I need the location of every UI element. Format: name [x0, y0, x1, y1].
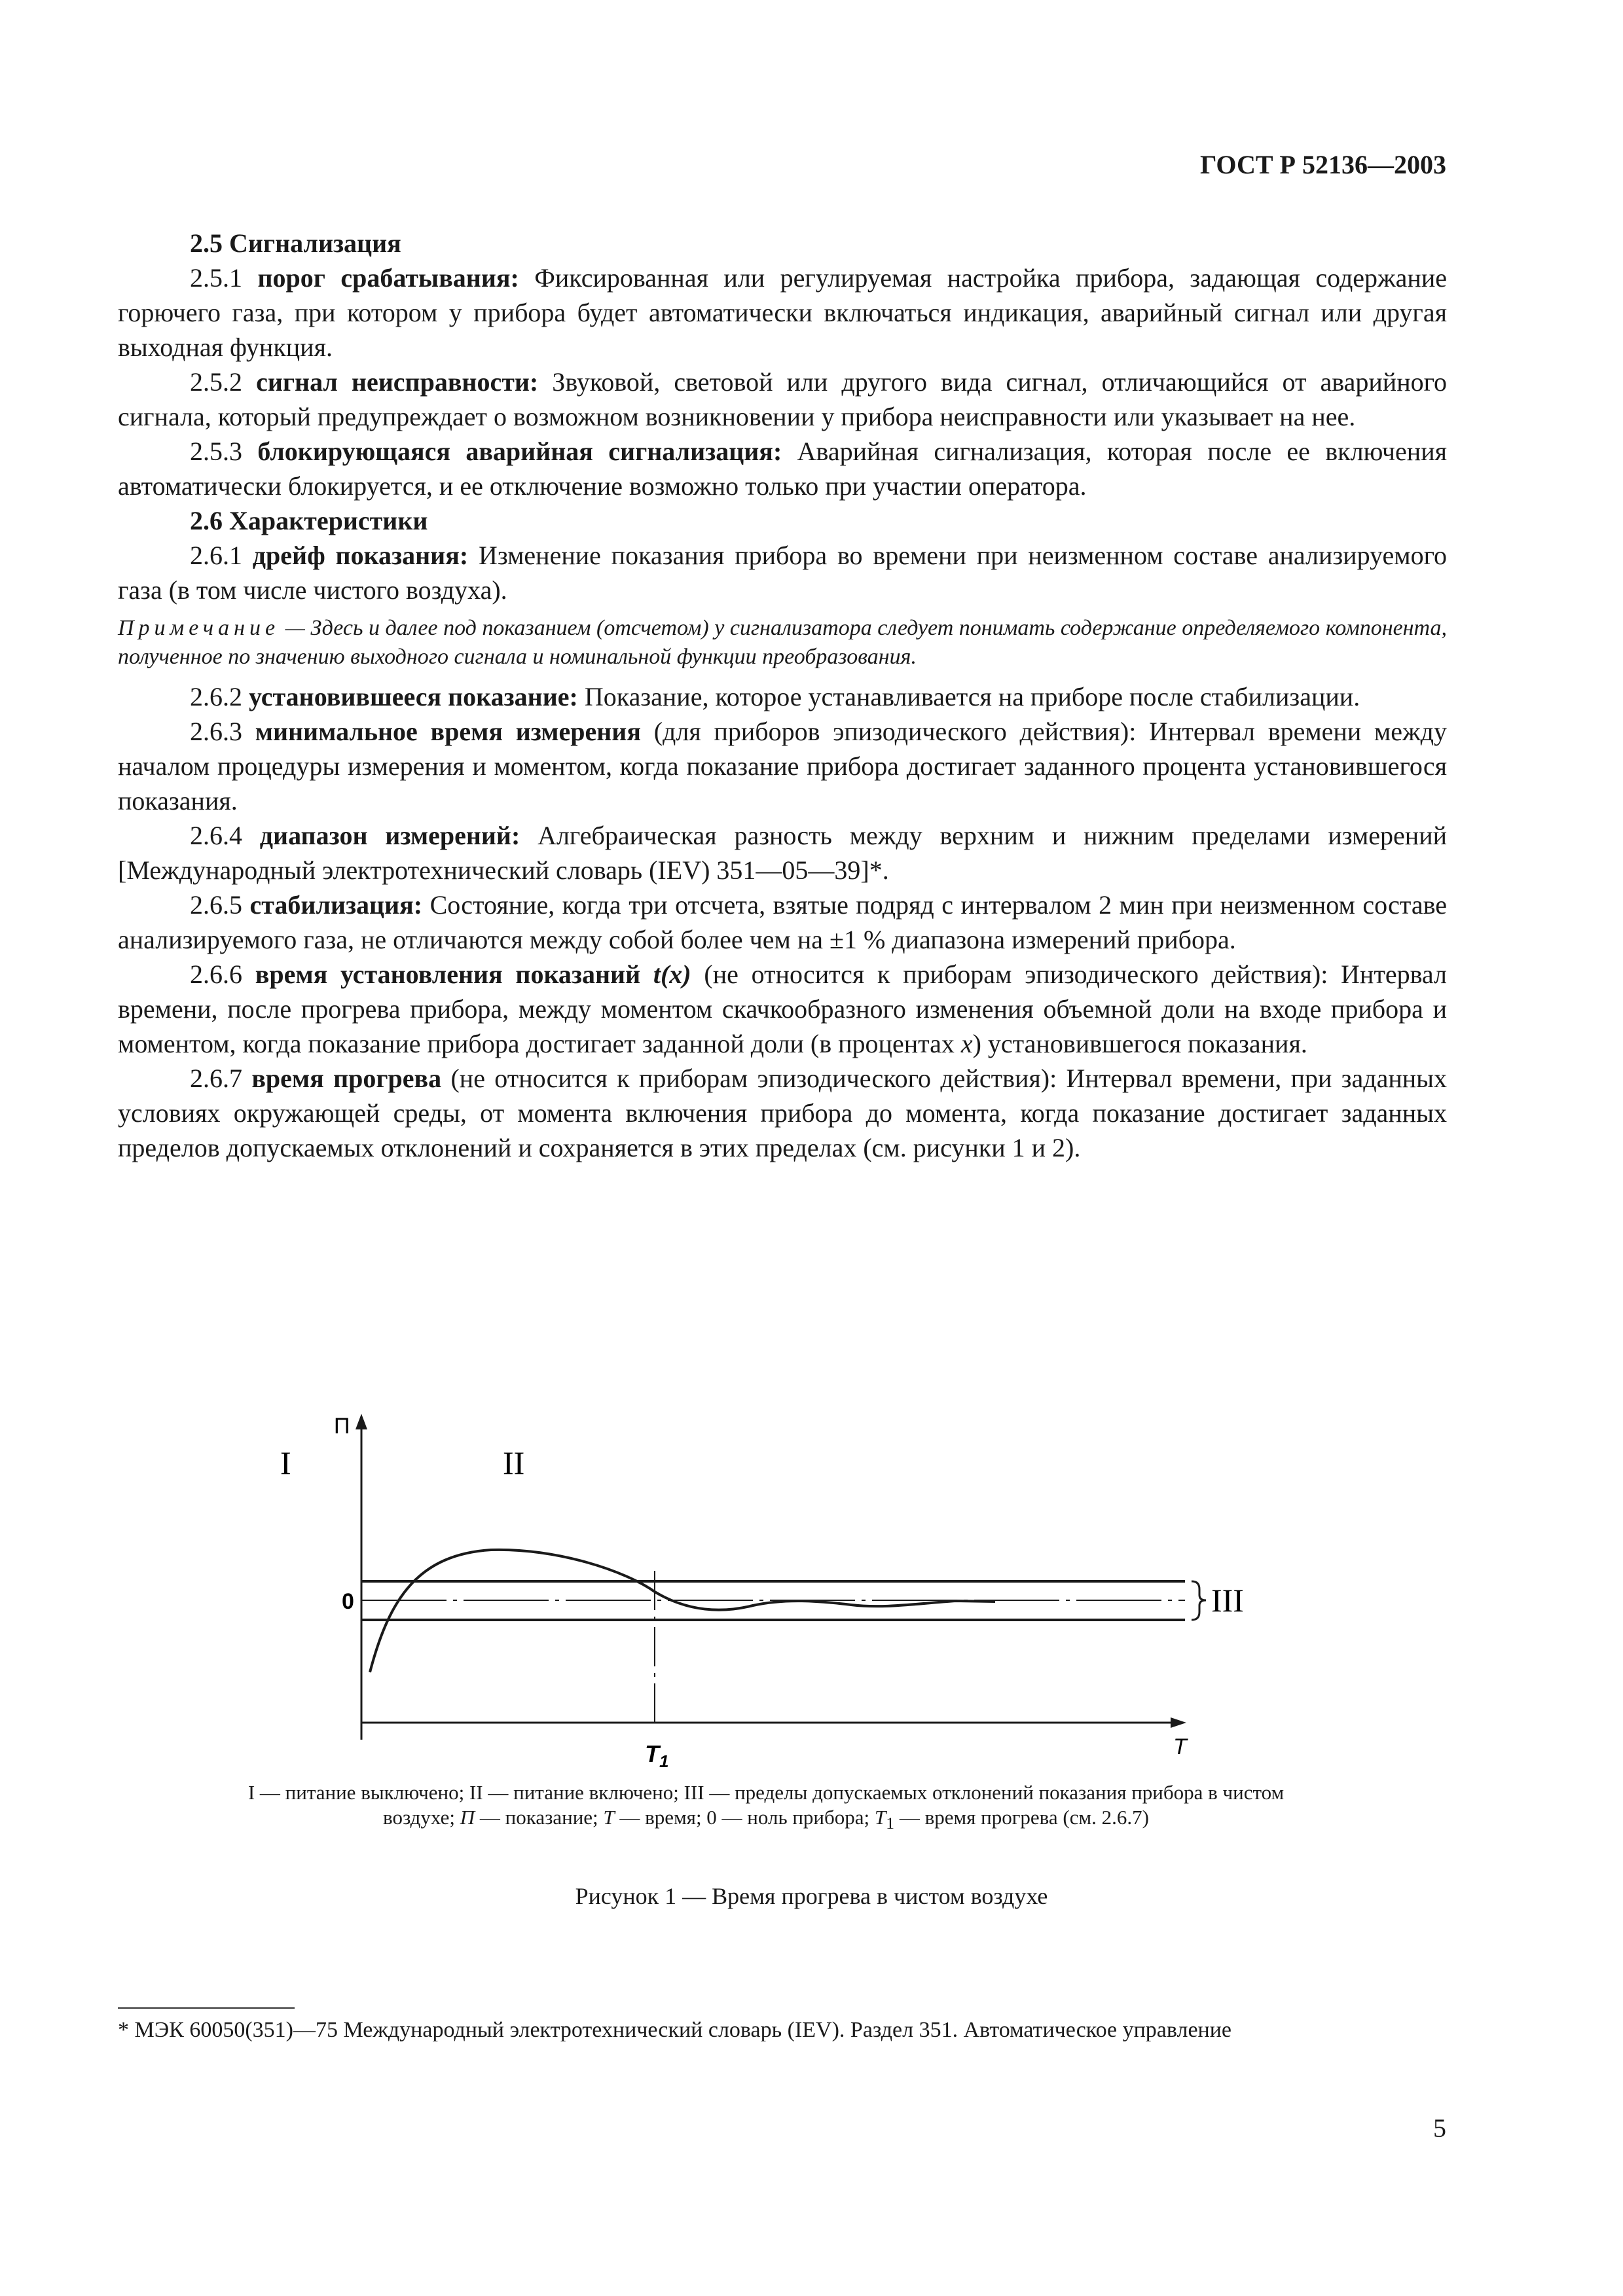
definition: Изменение показания прибора во времени при неизменном составе анализируемого газа (в том числе чистого воздуха).	[118, 541, 1447, 605]
note-label: Примечание	[118, 616, 280, 640]
page-number: 5	[1433, 2113, 1446, 2143]
figure-caption: Рисунок 1 — Время прогрева в чистом воздухе	[575, 1883, 1048, 1909]
label-tolerance-band: III	[1211, 1582, 1244, 1619]
variable: x	[960, 1029, 973, 1058]
y-axis-arrow	[356, 1414, 367, 1429]
term: минимальное время измерения	[255, 717, 641, 746]
label-power-on: II	[503, 1444, 525, 1481]
term: установившееся показание:	[249, 682, 578, 711]
warmup-figure	[262, 1407, 1362, 1771]
footnote-separator	[118, 2007, 295, 2009]
term: дрейф показания:	[252, 541, 469, 570]
definition: Алгебраическая разность между верхним и нижним пределами измерений [Международный электротехнический словарь (IEV) 351—05—39]*.	[118, 821, 1448, 885]
label-zero: 0	[342, 1589, 354, 1614]
paragraph-2-5-3	[118, 434, 1447, 503]
label-power-off: I	[280, 1444, 291, 1481]
note-text: — Здесь и далее под показанием (отсчетом) у сигнализатора следует понимать содержание определяемого компонента, полученное по значению выходного сигнала и номинальной функции преобразования.	[118, 616, 1447, 669]
definition: (не относится к приборам эпизодического действия): Интервал времени, при заданных условиях окружающей среды, от момента включения прибора до момента, когда показание достигает заданных пределов допускаемых отклонений и сохраняется в этих пределах (см. рисунки 1 и 2).	[118, 1064, 1448, 1162]
definition: Аварийная сигнализация, которая после ее включения автоматически блокируется, и ее отключение возможно только при участии оператора.	[118, 437, 1447, 501]
tolerance-brace	[1192, 1581, 1206, 1620]
term: время прогрева	[251, 1064, 442, 1093]
clause-number: 2.6.4	[190, 821, 260, 850]
paragraph-2-6-7	[118, 1061, 1447, 1165]
paragraph-2-6-3	[118, 714, 1447, 818]
paragraph-2-6-5	[118, 888, 1447, 957]
x-axis-arrow	[1171, 1717, 1186, 1728]
term: блокирующаяся аварийная сигнализация:	[257, 437, 782, 466]
paragraph-2-5-2	[118, 365, 1447, 434]
clause-number: 2.5.1	[190, 263, 258, 293]
paragraph-2-5-1	[118, 260, 1447, 365]
definition: Состояние, когда три отсчета, взятые подряд с интервалом 2 мин при неизменном составе анализируемого газа, не отличаются между собой более чем на ±1 % диапазона измерений прибора.	[118, 890, 1447, 954]
definition: Фиксированная или регулируемая настройка прибора, задающая содержание горючего газа, при котором у прибора будет автоматически включаться индикация, аварийный сигнал или другая выходная функция.	[118, 263, 1448, 362]
definition: Показание, которое устанавливается на приборе после стабилизации.	[577, 682, 1360, 711]
document-body	[118, 226, 1447, 1165]
figure-legend: I — питание выключено; II — питание включено; III — пределы допускаемых отклонений показания прибора в чистом воздухе; П — показание; T — время; 0 — ноль прибора; $T_1$ — время прогрева (см. 2.6.7)	[247, 1781, 1285, 1833]
clause-number: 2.6.2	[190, 682, 249, 711]
clause-number: 2.6.1	[190, 541, 253, 570]
section-heading: 2.6 Характеристики	[190, 506, 428, 535]
footnote: * МЭК 60050(351)—75 Международный электротехнический словарь (IEV). Раздел 351. Автоматическое управление	[118, 2018, 1232, 2042]
paragraph-2-6-1	[118, 538, 1447, 607]
clause-number: 2.6.7	[190, 1064, 252, 1093]
clause-number: 2.6.3	[190, 717, 255, 746]
standard-header: ГОСТ Р 52136—2003	[1199, 150, 1446, 179]
term: время установления показаний	[255, 960, 653, 989]
paragraph-2-6-6	[118, 957, 1447, 1061]
definition-end: ) установившегося показания.	[972, 1029, 1307, 1058]
section-heading: 2.5 Сигнализация	[190, 228, 401, 258]
paragraph-2-6-2	[118, 679, 1447, 714]
note	[118, 614, 1447, 672]
term: сигнал неисправности:	[256, 367, 539, 397]
term: стабилизация:	[249, 890, 423, 920]
term: диапазон измерений:	[259, 821, 520, 850]
label-warmup-time: $T_1$	[645, 1740, 669, 1771]
term-variable: t(x)	[653, 960, 691, 989]
definition: Звуковой, световой или другого вида сигнал, отличающийся от аварийного сигнала, который предупреждает о возможном возникновении у прибора неисправности или указывает на нее.	[118, 367, 1448, 431]
clause-number: 2.6.5	[190, 890, 250, 920]
label-reading-axis: П	[334, 1414, 350, 1439]
label-time-axis: T	[1173, 1734, 1187, 1759]
reading-curve	[370, 1550, 995, 1672]
clause-number: 2.6.6	[190, 960, 255, 989]
clause-number: 2.5.3	[190, 437, 258, 466]
definition: (не относится к приборам эпизодического действия): Интервал времени, после прогрева прибора, между моментом скачкообразного изменения объемной доли на входе прибора и моментом, когда показание прибора достигает заданной доли (в процентах	[118, 960, 1448, 1058]
term: порог срабатывания:	[257, 263, 519, 293]
clause-number: 2.5.2	[190, 367, 257, 397]
definition: (для приборов эпизодического действия): Интервал времени между началом процедуры измерения и моментом, когда показание прибора достигает заданного процента установившегося показания.	[118, 717, 1447, 816]
paragraph-2-6-4	[118, 818, 1447, 888]
